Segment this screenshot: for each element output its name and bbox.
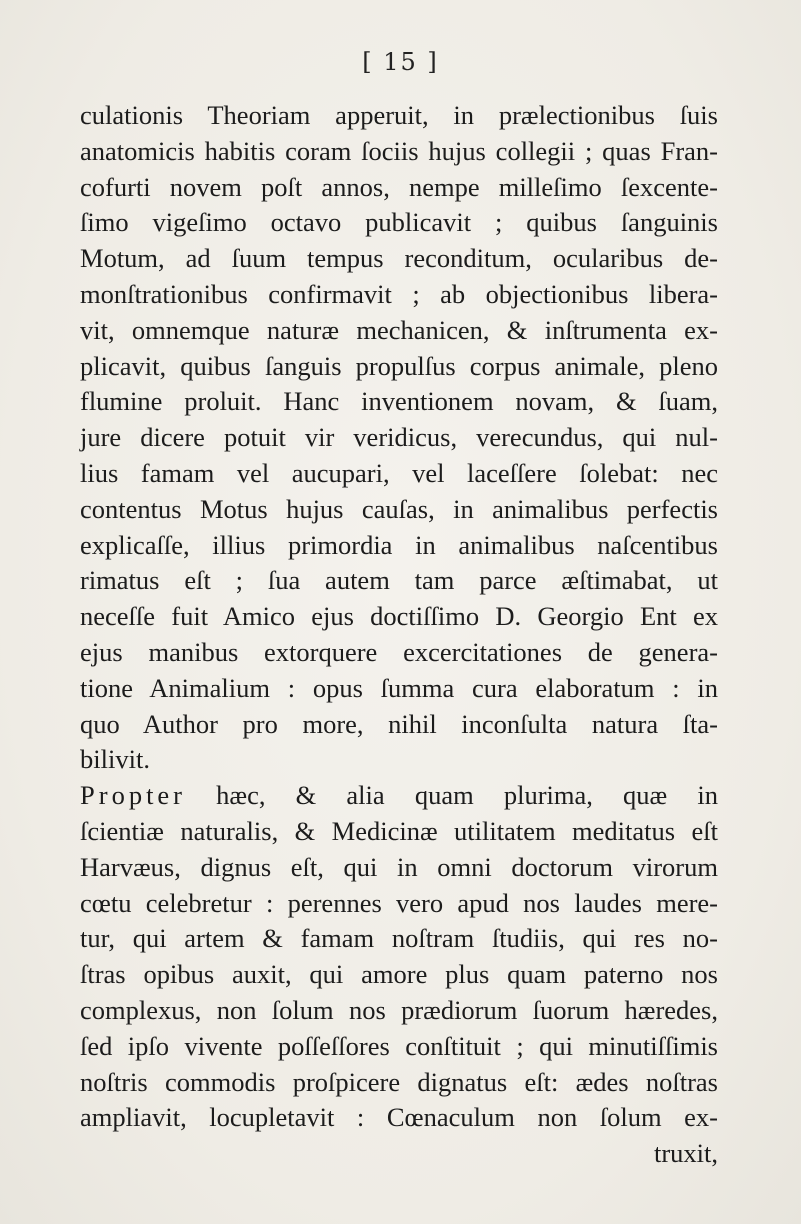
- text-line: cofurti novem poſt annos, nempe milleſimo ſexcente-: [80, 171, 718, 202]
- body-text: [80, 98, 718, 1172]
- paragraph-opening-line: [80, 778, 718, 814]
- text-line: culationis Theoriam apperuit, in prælectionibus ſuis: [80, 100, 718, 130]
- text-line: explicaſſe, illius primordia in animalibus naſcentibus: [80, 529, 718, 560]
- text-line: complexus, non ſolum nos prædiorum ſuorum hæredes,: [80, 994, 718, 1025]
- text-line: neceſſe fuit Amico ejus doctiſſimo D. Georgio Ent ex: [80, 601, 718, 632]
- text-line: bilivit.: [80, 744, 150, 775]
- text-line: ſed ipſo vivente poſſeſſores conſtituit ; qui minutiſſimis: [80, 1030, 718, 1061]
- text-line: plicavit, quibus ſanguis propulſus corpus animale, pleno: [80, 350, 718, 381]
- text-line: noſtris commodis proſpicere dignatus eſt: ædes noſtras: [80, 1066, 718, 1097]
- text-line: ampliavit, locupletavit : Cœnaculum non ſolum ex-: [80, 1102, 718, 1133]
- text-line: vit, omnemque naturæ mechanicen, & inſtrumenta ex-: [80, 314, 718, 345]
- text-line: lius famam vel aucupari, vel laceſſere ſolebat: nec: [80, 457, 718, 488]
- text-line: flumine proluit. Hanc inventionem novam, & ſuam,: [80, 386, 718, 417]
- text-line: ſimo vigeſimo octavo publicavit ; quibus ſanguinis: [80, 207, 718, 238]
- text-line: jure dicere potuit vir veridicus, verecundus, qui nul-: [80, 422, 718, 453]
- text-line: rimatus eſt ; ſua autem tam parce æſtimabat, ut: [80, 565, 718, 596]
- text-line: Harvæus, dignus eſt, qui in omni doctorum virorum: [80, 851, 718, 882]
- text-line: ejus manibus extorquere excercitationes de genera-: [80, 636, 718, 667]
- text-line: tione Animalium : opus ſumma cura elaboratum : in: [80, 672, 718, 703]
- text-line: anatomicis habitis coram ſociis hujus collegii ; quas Fran-: [80, 135, 718, 166]
- text-line: monſtrationibus confirmavit ; ab objectionibus libera-: [80, 278, 718, 309]
- page-number: [ 15 ]: [362, 48, 439, 76]
- text-line: ſcientiæ naturalis, & Medicinæ utilitatem meditatus eſt: [80, 815, 718, 846]
- text-line: Motum, ad ſuum tempus reconditum, ocularibus de-: [80, 243, 718, 274]
- catchword: truxit,: [653, 1138, 718, 1169]
- text-line: ſtras opibus auxit, qui amore plus quam paterno nos: [80, 959, 718, 990]
- opening-line-rest: hæc, & alia quam plurima, quæ in: [186, 780, 718, 811]
- small-caps-lead: Propter: [80, 780, 187, 811]
- text-line: contentus Motus hujus cauſas, in animalibus perfectis: [80, 493, 718, 524]
- text-line: cœtu celebretur : perennes vero apud nos laudes mere-: [80, 887, 718, 918]
- text-line: tur, qui artem & famam noſtram ſtudiis, qui res no-: [80, 923, 718, 954]
- text-line: quo Author pro more, nihil inconſulta natura ſta-: [80, 708, 718, 739]
